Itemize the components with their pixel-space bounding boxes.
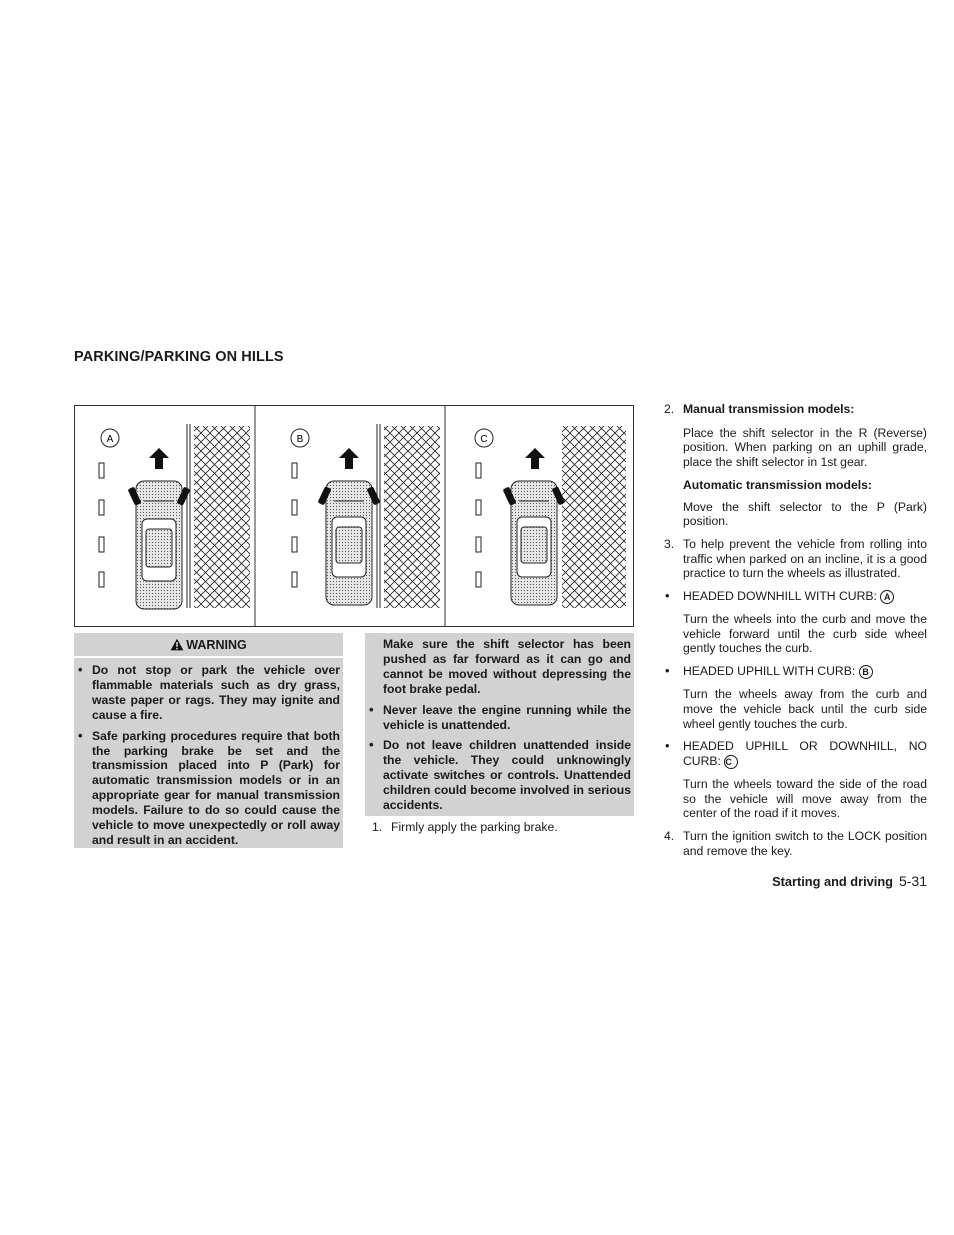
- panel-label-a: A: [106, 434, 114, 445]
- step-number: 1.: [372, 820, 383, 834]
- panel-label-b: B: [296, 434, 304, 445]
- step-number: 2.: [664, 402, 675, 416]
- bullet-dot: •: [665, 663, 670, 679]
- step-2: [664, 402, 927, 529]
- bullet-text: Turn the wheels into the curb and move the vehicle forward until the curb side wheel gently touches the curb.: [683, 612, 927, 656]
- warning-heading: WARNING: [186, 637, 247, 652]
- step-3-text: To help prevent the vehicle from rolling into traffic when parked on an incline, it is a good practice to turn the wheels as illustrated.: [683, 536, 927, 581]
- right-column: [664, 402, 927, 858]
- bullet-title: HEADED DOWNHILL WITH CURB: A: [683, 589, 927, 604]
- curb-hatch: [194, 426, 250, 608]
- bullet-title: HEADED UPHILL WITH CURB: B: [683, 664, 927, 679]
- step-2-auto-text: Move the shift selector to the P (Park) position.: [683, 499, 927, 529]
- direction-arrow-icon: [339, 448, 359, 469]
- direction-arrow-icon: [525, 448, 545, 469]
- warning-header: [74, 633, 343, 658]
- bullet-dot: •: [665, 588, 670, 604]
- step-4: [664, 829, 927, 858]
- car-c: [503, 481, 566, 605]
- panel-label-c: C: [480, 434, 488, 445]
- step-4-text: Turn the ignition switch to the LOCK position and remove the key.: [683, 829, 927, 858]
- panel-c: [475, 426, 626, 608]
- step-number: 4.: [664, 829, 675, 844]
- ref-marker-a: A: [880, 590, 894, 604]
- warning-item: • Never leave the engine running while the vehicle is unattended.: [365, 703, 634, 733]
- warning-list-right: [365, 703, 634, 813]
- warning-item: • Do not leave children unattended inside the vehicle. They could unknowingly activate switches or controls. Unattended children could become involved in serious accidents.: [365, 738, 634, 813]
- curb-hatch: [384, 426, 440, 608]
- bullet-dot: •: [665, 738, 670, 754]
- warning-box-continued: [365, 633, 634, 816]
- parking-illustration: [74, 405, 634, 627]
- warning-item: • Safe parking procedures require that both the parking brake be set and the transmission placed into P (Park) for automatic transmission models or in an appropriate gear for manual transmission models. Failure to do so could cause the vehicle to move unexpectedly or roll away and result in an accident.: [74, 729, 343, 848]
- warning-box: [74, 633, 343, 848]
- step-1: [372, 820, 634, 835]
- bullet-no-curb: [664, 739, 927, 821]
- bullet-downhill-curb: [664, 589, 927, 656]
- section-title: PARKING/PARKING ON HILLS: [74, 349, 284, 365]
- warning-continuation: Make sure the shift selector has been pushed as far forward as it can go and cannot be moved without depressing the foot brake pedal.: [383, 637, 631, 696]
- panel-b: [291, 424, 440, 608]
- ref-marker-c: C: [724, 755, 738, 769]
- bullet-text: Turn the wheels away from the curb and move the vehicle back until the curb side wheel gently touches the curb.: [683, 687, 927, 731]
- page-number: 5-31: [898, 873, 927, 889]
- warning-triangle-icon: [170, 638, 184, 651]
- direction-arrow-icon: [149, 448, 169, 469]
- step-3: [664, 537, 927, 581]
- step-number: 3.: [664, 536, 675, 551]
- parking-diagram: [75, 406, 633, 626]
- step-2-title: Manual transmission models:: [683, 402, 855, 416]
- step-text: Firmly apply the parking brake.: [391, 820, 558, 834]
- bullet-uphill-curb: [664, 664, 927, 731]
- ref-marker-b: B: [859, 665, 873, 679]
- chapter-title: Starting and driving: [772, 874, 893, 889]
- bullet-text: Turn the wheels toward the side of the road so the vehicle will move away from the center of the road if it moves.: [683, 776, 927, 821]
- step-2-auto-title: Automatic transmission models:: [683, 477, 872, 492]
- page-footer: [664, 873, 927, 889]
- warning-list-left: [74, 663, 343, 848]
- car-a: [128, 481, 191, 609]
- bullet-title: HEADED UPHILL OR DOWNHILL, NO CURB: C: [683, 739, 927, 768]
- roadside-hatch: [562, 426, 626, 608]
- panel-a: [99, 424, 250, 609]
- step-2-manual-text: Place the shift selector in the R (Reverse) position. When parking on an uphill grade, place the shift selector in 1st gear.: [683, 425, 927, 470]
- car-b: [318, 481, 381, 605]
- warning-item: • Do not stop or park the vehicle over flammable materials such as dry grass, waste paper or rags. They may ignite and cause a fire.: [74, 663, 343, 723]
